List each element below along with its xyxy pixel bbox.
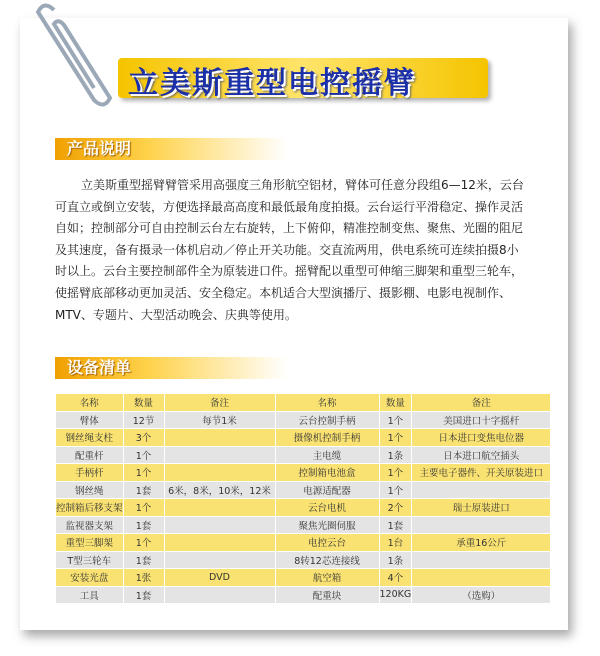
table-cell: 1套 [380,517,412,534]
table-cell: DVD [165,569,275,586]
table-cell: 2个 [380,499,412,516]
table-cell [165,447,275,464]
table-header-row [56,394,550,411]
table-cell: 钢丝绳 [56,482,123,499]
table-cell: 主电缆 [276,447,379,464]
table-cell: 云台电机 [276,499,379,516]
table-cell: 1个 [124,534,164,551]
table-cell: 1个 [380,482,412,499]
table-row [56,517,550,534]
paperclip-icon [34,0,114,110]
table-cell: 数量 [124,394,164,411]
table-cell [412,482,550,499]
table-cell: 备注 [165,394,275,411]
table-cell: （选购） [412,587,550,604]
table-cell: 1条 [380,447,412,464]
table-cell: 摄像机控制手柄 [276,429,379,446]
table-cell: 4个 [380,569,412,586]
table-cell: 控制箱后移支架 [56,499,123,516]
table-cell: 云台控制手柄 [276,412,379,429]
table-row [56,412,550,429]
section-header-description: 产品说明 [55,138,287,160]
table-row [56,534,550,551]
table-cell: 每节1米 [165,412,275,429]
table-cell: 1套 [124,587,164,604]
table-cell: 美国进口十字摇杆 [412,412,550,429]
table-cell: 配重杆 [56,447,123,464]
table-cell: 工具 [56,587,123,604]
table-cell [412,517,550,534]
table-cell [412,569,550,586]
table-cell: 1台 [380,534,412,551]
description-text: 立美斯重型摇臂臂管采用高强度三角形航空铝材，臂体可任意分段组6—12米，云台可直立或倒立安装，方便选择最高高度和最低最角度拍摄。云台运行平滑稳定、操作灵活自如；控制部分可自由控制云台左右旋转，上下俯仰，精准控制变焦、聚焦、光圈的阻尼及其速度，备有摄录一体机启动／停止开关功能。交直流两用，供电系统可连续拍摄8小时以上。云台主要控制部件全为原装进口件。摇臂配以重型可伸缩三脚架和重型三轮车，使摇臂底部移动更加灵活、安全稳定。本机适合大型演播厅、摄影棚、电影电视制作、MTV、专题片、大型活动晚会、庆典等使用。 [55,178,524,322]
table-cell [412,552,550,569]
table-row [56,587,550,604]
table-cell [165,517,275,534]
table-cell: 120KG [380,587,412,604]
table-cell: 重型三脚架 [56,534,123,551]
table-cell: 1张 [124,569,164,586]
table-cell: 手柄杆 [56,464,123,481]
table-cell: 承重16公斤 [412,534,550,551]
table-cell: 日本进口航空插头 [412,447,550,464]
table-cell: 1个 [124,447,164,464]
table-cell [165,534,275,551]
table-cell: 聚焦光圈伺服 [276,517,379,534]
table-row [56,447,550,464]
table-cell: 主要电子器件、开关原装进口 [412,464,550,481]
table-cell: 钢丝绳支柱 [56,429,123,446]
table-cell: 12节 [124,412,164,429]
section-header-equipment: 设备清单 [55,357,287,379]
table-row [56,569,550,586]
table-cell: 1条 [380,552,412,569]
table-cell [165,499,275,516]
table-cell: 1套 [124,552,164,569]
table-cell: T型三轮车 [56,552,123,569]
table-cell: 日本进口变焦电位器 [412,429,550,446]
table-row [56,499,550,516]
table-cell: 数量 [380,394,412,411]
table-cell [165,552,275,569]
table-cell: 电控云台 [276,534,379,551]
table-cell: 电源适配器 [276,482,379,499]
table-cell: 1套 [124,517,164,534]
table-cell: 6米，8米，10米，12米 [165,482,275,499]
table-cell: 1个 [380,429,412,446]
table-cell: 名称 [56,394,123,411]
table-cell: 配重块 [276,587,379,604]
table-cell: 航空箱 [276,569,379,586]
table-row [56,464,550,481]
table-cell [165,587,275,604]
table-cell [165,464,275,481]
table-cell: 监视器支架 [56,517,123,534]
table-row [56,482,550,499]
table-row [56,429,550,446]
table-cell: 1套 [124,482,164,499]
equipment-table [55,393,551,604]
table-cell: 瑞士原装进口 [412,499,550,516]
page-title: 立美斯重型电控摇臂 [128,66,416,101]
table-cell [165,429,275,446]
table-cell: 1个 [124,464,164,481]
table-cell: 3个 [124,429,164,446]
table-row [56,552,550,569]
table-cell: 控制箱电池盒 [276,464,379,481]
table-cell: 8转12芯连接线 [276,552,379,569]
table-cell: 名称 [276,394,379,411]
table-cell: 1个 [380,412,412,429]
table-cell: 1个 [380,464,412,481]
table-cell: 1个 [124,499,164,516]
table-cell: 臂体 [56,412,123,429]
table-cell: 备注 [412,394,550,411]
table-cell: 安装光盘 [56,569,123,586]
